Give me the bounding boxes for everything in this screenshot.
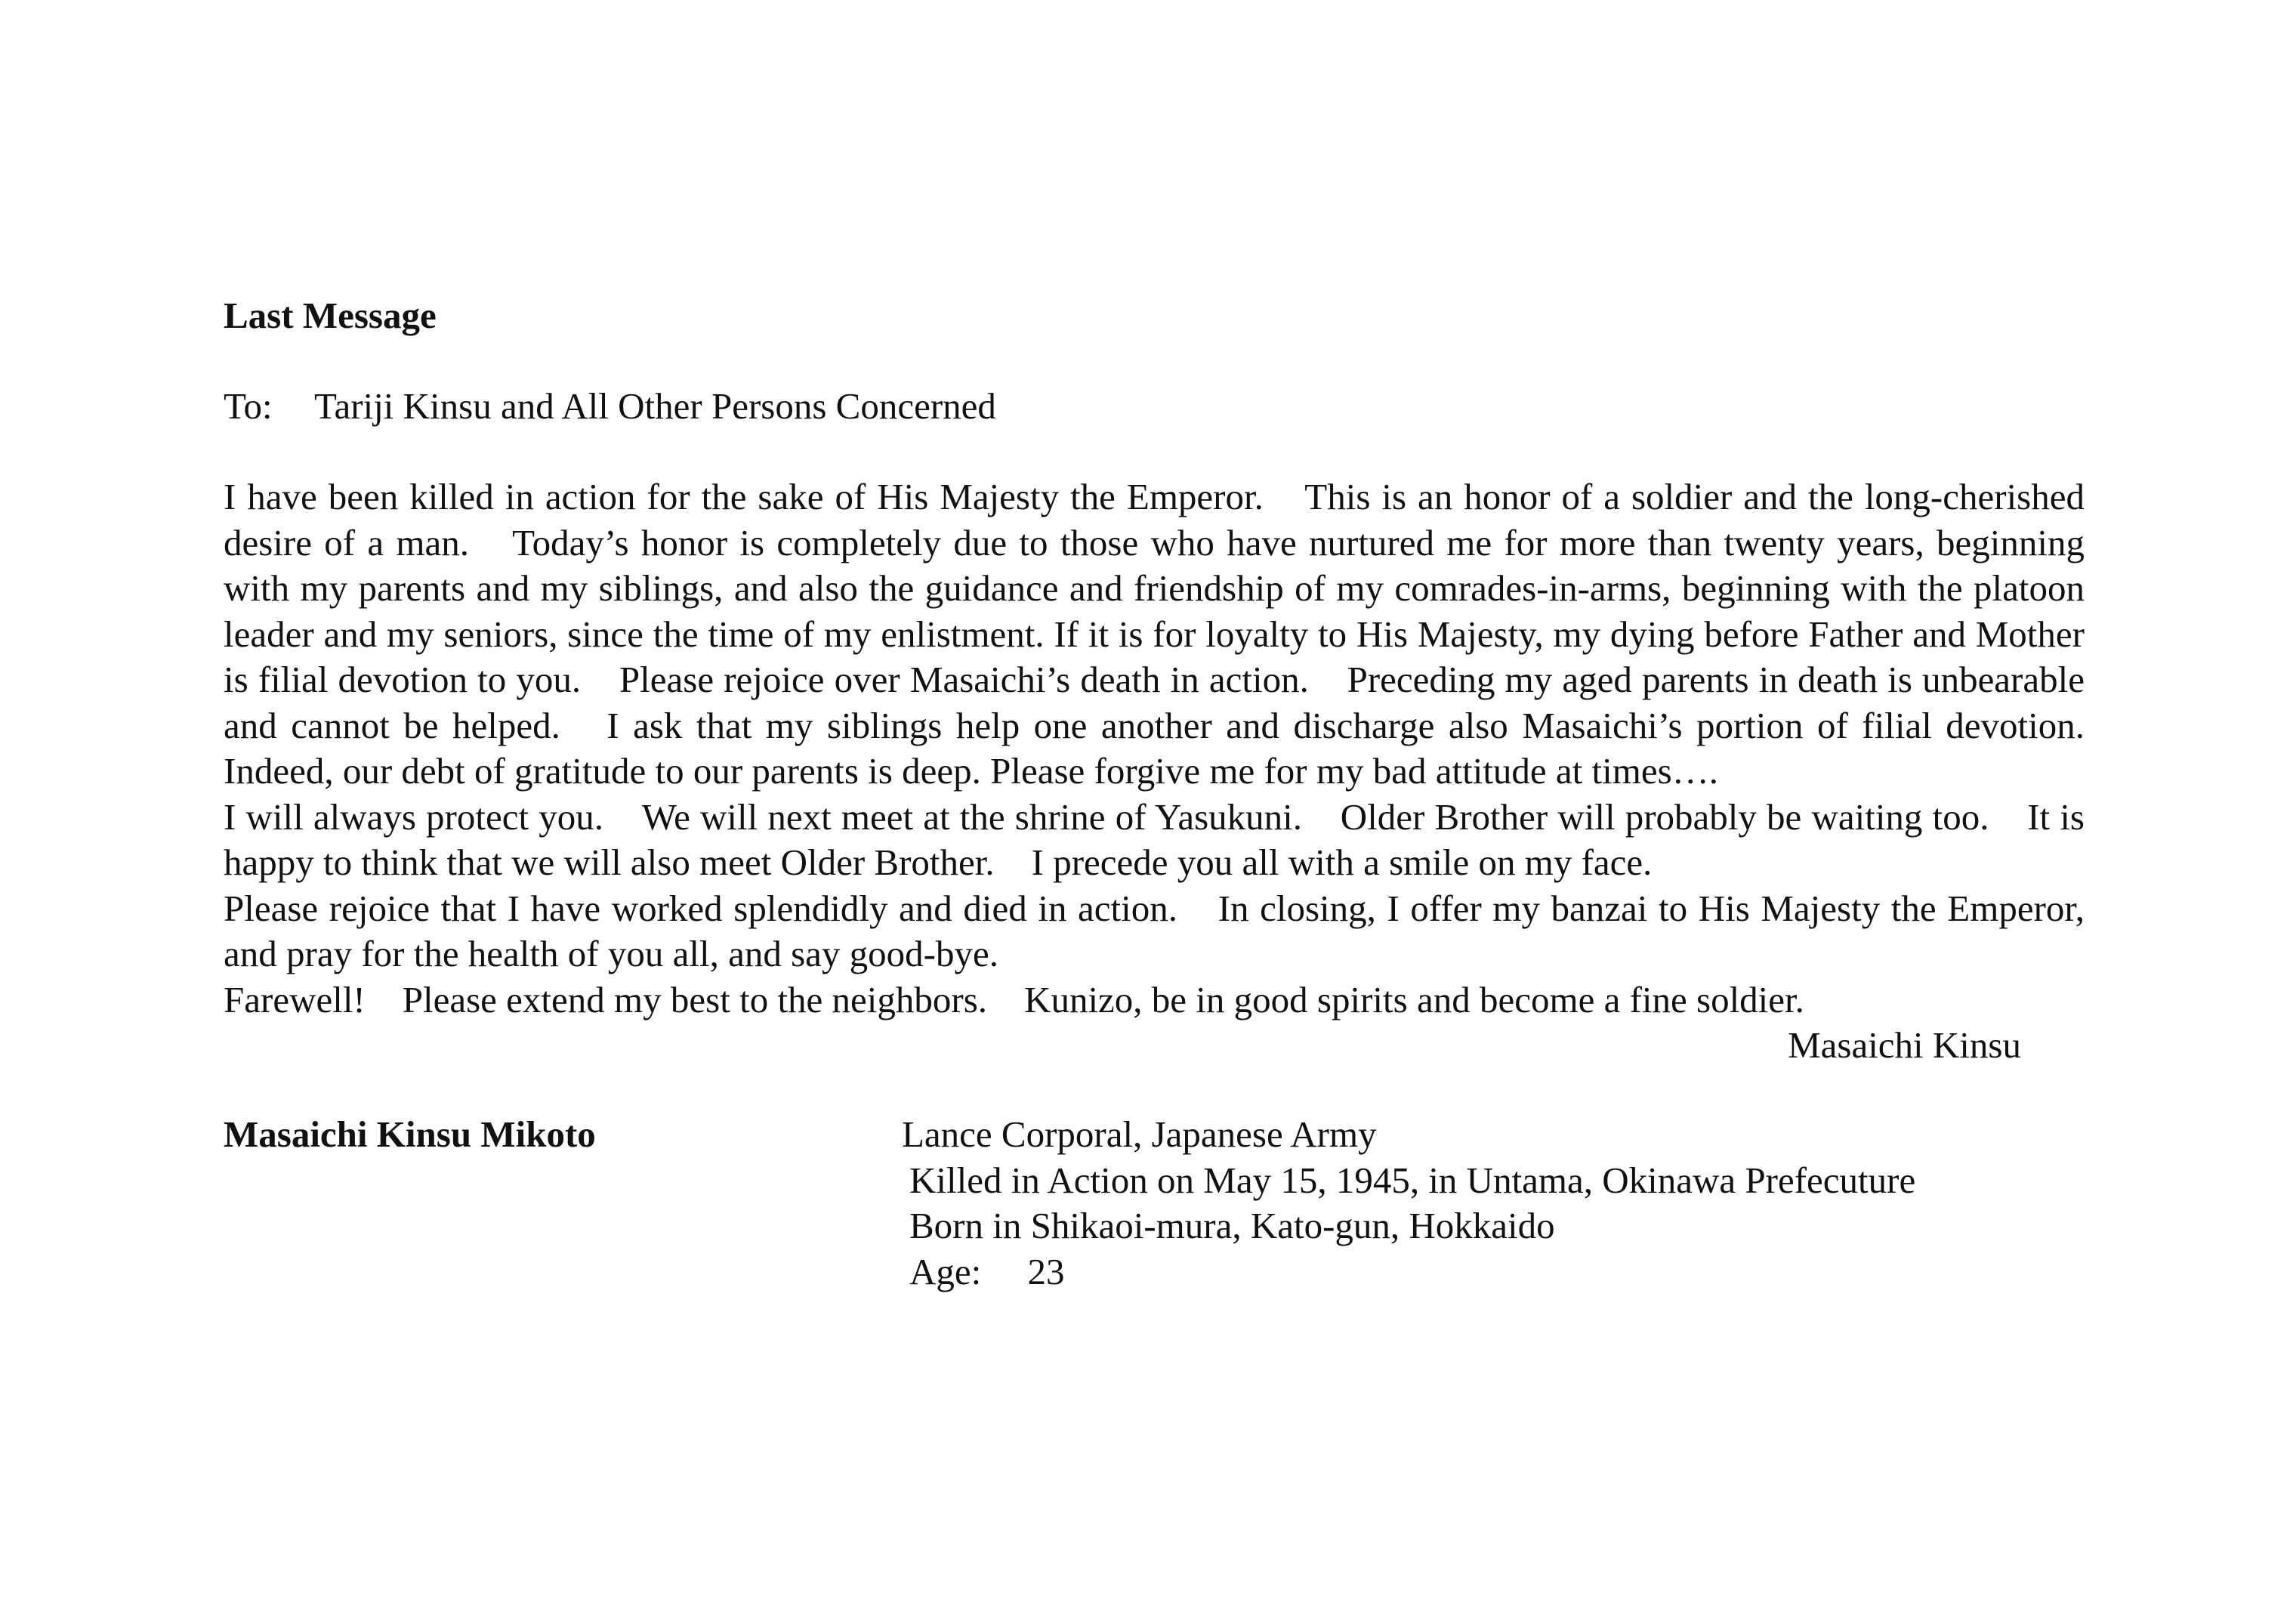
deceased-name: Masaichi Kinsu Mikoto: [224, 1113, 596, 1155]
recipient-label: To:: [224, 385, 273, 427]
paragraph-2: I will always protect you. We will next meet at the shrine of Yasukuni. Older Brother will probably be waiting too. It is happy to think that we will also meet Older Brother. I precede you all with a smile on my face.: [224, 795, 2085, 883]
letter-content: [224, 293, 2085, 1301]
signature: Masaichi Kinsu: [1788, 1024, 2021, 1066]
age-line: Age: 23: [909, 1250, 1065, 1292]
letter-body: [224, 474, 2085, 1068]
birthplace-line: Born in Shikaoi-mura, Kato-gun, Hokkaido: [909, 1205, 1555, 1246]
profile-section: [224, 1112, 2085, 1301]
death-line: Killed in Action on May 15, 1945, in Untama, Okinawa Prefecuture: [909, 1159, 1916, 1201]
document-title: Last Message: [224, 295, 437, 336]
rank-line: Lance Corporal, Japanese Army: [902, 1113, 1377, 1155]
paragraph-1: I have been killed in action for the sake of His Majesty the Emperor. This is an honor of a soldier and the long-cherished desire of a man. Today’s honor is completely due to those who have nurtured me for more than twenty years, beginning with my parents and my siblings, and also the guidance and friendship of my comrades-in-arms, beginning with the platoon leader and my seniors, since the time of my enlistment. If it is for loyalty to His Majesty, my dying before Father and Mother is filial devotion to you. Please rejoice over Masaichi’s death in action. Preceding my aged parents in death is unbearable and cannot be helped. I ask that my siblings help one another and discharge also Masaichi’s portion of filial devotion. Indeed, our debt of gratitude to our parents is deep. Please forgive me for my bad attitude at times….: [224, 476, 2085, 792]
recipient-line: [224, 384, 2085, 429]
paragraph-3: Please rejoice that I have worked splendidly and died in action. In closing, I offer my banzai to His Majesty the Emperor, and pray for the health of you all, and say good-bye.: [224, 887, 2085, 974]
profile-details: [902, 1112, 2088, 1295]
recipient-names: Tariji Kinsu and All Other Persons Concerned: [314, 385, 996, 427]
paragraph-4: Farewell! Please extend my best to the neighbors. Kunizo, be in good spirits and become a fine soldier.: [224, 978, 1804, 1020]
